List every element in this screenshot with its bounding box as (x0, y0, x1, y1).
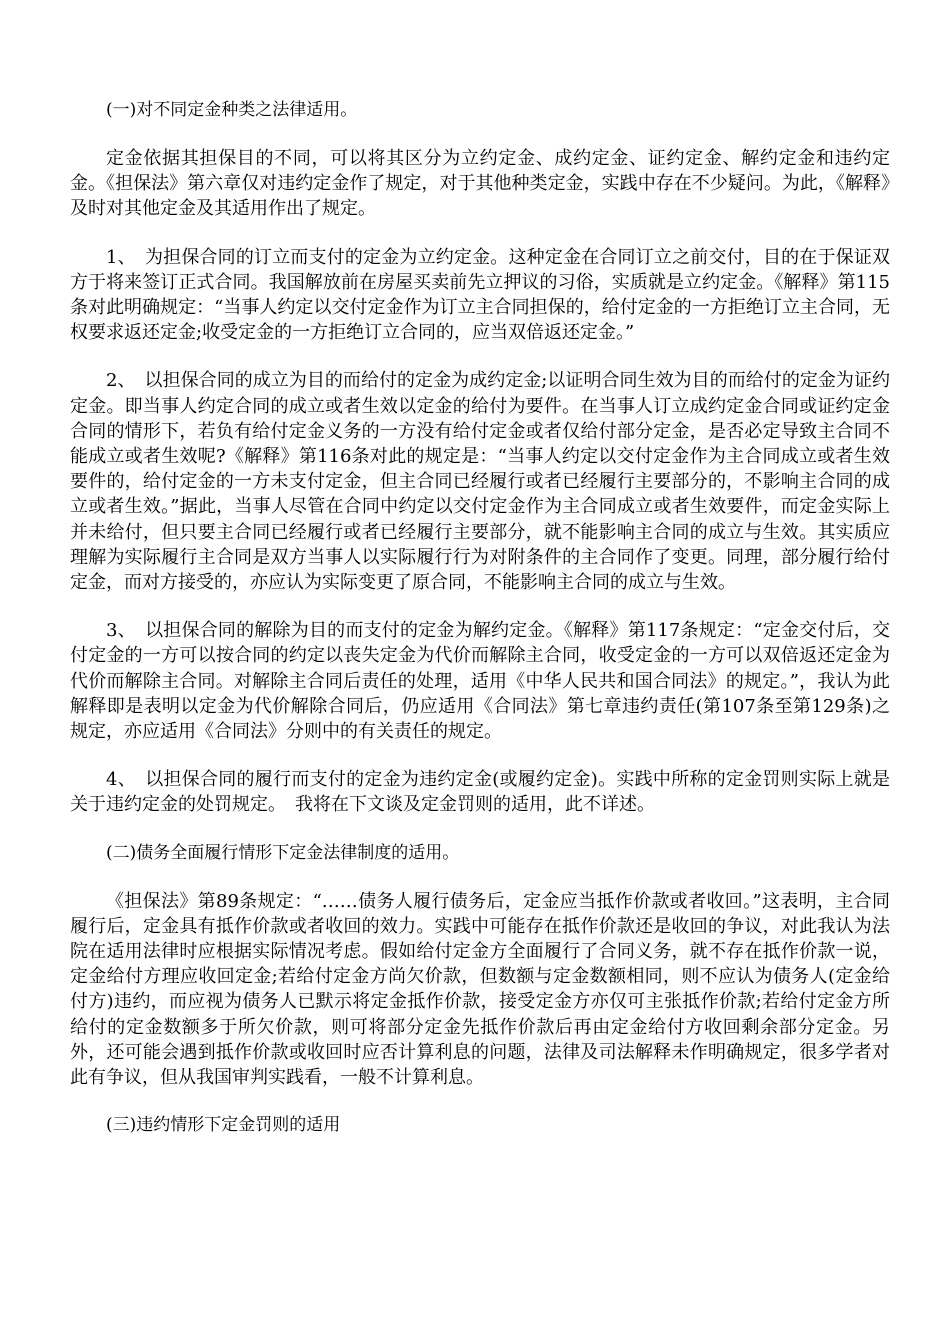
paragraph-item-3: 3、 以担保合同的解除为目的而支付的定金为解约定金。《解释》第117条规定：“定金交付后，交付定金的一方可以按合同的约定以丧失定金为代价而解除主合同，收受定金的一方可以双倍返还定金为代价而解除主合同。对解除主合同后责任的处理，适用《中华人民共和国合同法》的规定。”，我认为此解释即是表明以定金为代价解除合同后，仍应适用《合同法》第七章违约责任(第107条至第129条)之规定，亦应适用《合同法》分则中的有关责任的规定。 (70, 620, 890, 743)
paragraph-item-2: 2、 以担保合同的成立为目的而给付的定金为成约定金;以证明合同生效为目的而给付的定金为证约定金。即当事人约定合同的成立或者生效以定金的给付为要件。在当事人订立成约定金合同或证约定金合同的情形下，若负有给付定金义务的一方没有给付定金或者仅给付部分定金，是否必定导致主合同不能成立或者生效呢?《解释》第116条对此的规定是：“当事人约定以交付定金作为主合同成立或者生效要件的，给付定金的一方未支付定金，但主合同已经履行或者已经履行主要部分的，不影响主合同的成立或者生效。”据此，当事人尽管在合同中约定以交付定金作为主合同成立或者生效要件，而定金实际上并未给付，但只要主合同已经履行或者已经履行主要部分，就不能影响主合同的成立与生效。其实质应理解为实际履行主合同是双方当事人以实际履行行为对附条件的主合同作了变更。同理，部分履行给付定金，而对方接受的，亦应认为实际变更了原合同，不能影响主合同的成立与生效。 (70, 370, 890, 594)
section-heading-1: (一)对不同定金种类之法律适用。 (106, 100, 358, 120)
paragraph-item-4: 4、 以担保合同的履行而支付的定金为违约定金(或履约定金)。实践中所称的定金罚则实际上就是关于违约定金的处罚规定。 我将在下文谈及定金罚则的适用，此不详述。 (70, 769, 890, 816)
paragraph-item-1: 1、 为担保合同的订立而支付的定金为立约定金。这种定金在合同订立之前交付，目的在于保证双方于将来签订正式合同。我国解放前在房屋买卖前先立押议的习俗，实质就是立约定金。《解释》第115条对此明确规定：“当事人约定以交付定金作为订立主合同担保的，给付定金的一方拒绝订立主合同，无权要求返还定金;收受定金的一方拒绝订立合同的，应当双倍返还定金。” (70, 246, 890, 344)
document-page (70, 98, 890, 1161)
paragraph-intro: 定金依据其担保目的不同，可以将其区分为立约定金、成约定金、证约定金、解约定金和违约定金。《担保法》第六章仅对违约定金作了规定，对于其他种类定金，实践中存在不少疑问。为此，《解释》及时对其他定金及其适用作出了规定。 (70, 148, 890, 220)
paragraph-section-2: 《担保法》第89条规定：“……债务人履行债务后，定金应当抵作价款或者收回。”这表明，主合同履行后，定金具有抵作价款或者收回的效力。实践中可能存在抵作价款还是收回的争议，对此我认为法院在适用法律时应根据实际情况考虑。假如给付定金方全面履行了合同义务，就不存在抵作价款一说，定金给付方理应收回定金;若给付定金方尚欠价款，但数额与定金数额相同，则不应认为债务人(定金给付方)违约，而应视为债务人已默示将定金抵作价款，接受定金方亦仅可主张抵作价款;若给付定金方所给付的定金数额多于所欠价款，则可将部分定金先抵作价款后再由定金给付方收回剩余部分定金。另外，还可能会遇到抵作价款或收回时应否计算利息的问题，法律及司法解释未作明确规定，很多学者对此有争议，但从我国审判实践看，一般不计算利息。 (70, 890, 890, 1089)
section-heading-2: (二)债务全面履行情形下定金法律制度的适用。 (106, 842, 460, 863)
section-heading-3: (三)违约情形下定金罚则的适用 (106, 1115, 341, 1136)
